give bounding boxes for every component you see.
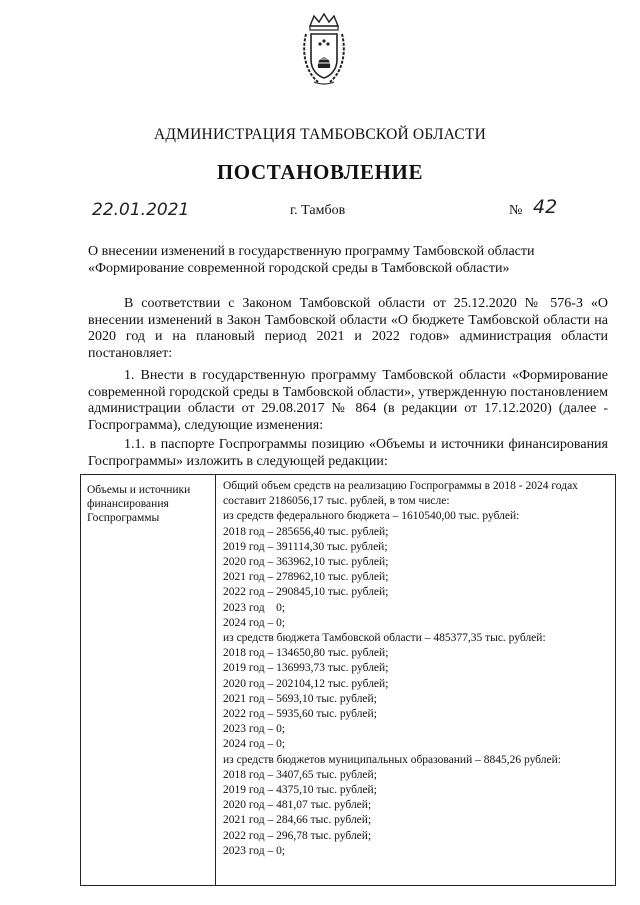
- table-line: 2018 год – 134650,80 тыс. рублей;: [223, 647, 389, 660]
- table-line: 2024 год – 0;: [223, 616, 286, 629]
- table-line: 2020 год – 481,07 тыс. рублей;: [223, 799, 372, 812]
- table-line: 2022 год – 5935,60 тыс. рублей;: [223, 708, 377, 721]
- table-line: 2019 год – 4375,10 тыс. рублей;: [223, 784, 377, 797]
- financing-table: [80, 474, 616, 886]
- table-line: 2018 год – 3407,65 тыс. рублей;: [223, 768, 377, 781]
- body-paragraph-preamble: В соответствии с Законом Тамбовской области от 25.12.2020 № 576-З «О внесении изменений в Закон Тамбовской области «О бюджете Тамбовской области на 2020 год и на плановый период 2021 и 2022 годов» администрация области постановляет:: [88, 296, 608, 361]
- document-date: 22.01.2021: [92, 200, 190, 220]
- table-line: 2022 год – 290845,10 тыс. рублей;: [223, 586, 389, 599]
- table-line: 2021 год – 5693,10 тыс. рублей;: [223, 692, 377, 705]
- table-line: 2022 год – 296,78 тыс. рублей;: [223, 829, 372, 842]
- table-line: 2024 год – 0;: [223, 738, 286, 751]
- table-line: из средств бюджетов муниципальных образований – 8845,26 рублей:: [223, 753, 561, 766]
- table-line: 2023 год – 0;: [223, 844, 286, 857]
- table-line: 2020 год – 202104,12 тыс. рублей;: [223, 677, 389, 690]
- organization-title: АДМИНИСТРАЦИЯ ТАМБОВСКОЙ ОБЛАСТИ: [154, 126, 486, 143]
- table-line: 2020 год – 363962,10 тыс. рублей;: [223, 556, 389, 569]
- subject-line: О внесении изменений в государственную программу Тамбовской области: [88, 244, 535, 259]
- body-paragraph-item-1: 1. Внести в государственную программу Тамбовской области «Формирование современной городской среды в Тамбовской области», утвержденную постановлением администрации области от 29.08.2017 № 864 (в редакции от 17.12.2020) (далее - Госпрограмма), следующие изменения:: [88, 368, 608, 433]
- table-line: Общий объем средств на реализацию Госпрограммы в 2018 - 2024 годах составит 2186056,17 тыс. рублей, в том числе:: [223, 480, 578, 508]
- document-number-label: №: [509, 203, 523, 218]
- body-paragraph-item-1-1: 1.1. в паспорте Госпрограммы позицию «Объемы и источники финансирования Госпрограммы» изложить в следующей редакции:: [88, 437, 608, 469]
- table-line: 2021 год – 278962,10 тыс. рублей;: [223, 571, 389, 584]
- document-city: г. Тамбов: [290, 203, 346, 218]
- table-line: 2018 год – 285656,40 тыс. рублей;: [223, 525, 389, 538]
- document-type-title: ПОСТАНОВЛЕНИЕ: [216, 160, 424, 184]
- table-line: 2021 год – 284,66 тыс. рублей;: [223, 814, 372, 827]
- table-left-label: Объемы и источники финансирования Госпрограммы: [87, 484, 191, 524]
- table-line: из средств федерального бюджета – 1610540,00 тыс. рублей:: [223, 510, 520, 523]
- table-line: 2023 год 0;: [223, 601, 286, 614]
- table-line: 2019 год – 136993,73 тыс. рублей;: [223, 662, 389, 675]
- table-line: 2019 год – 391114,30 тыс. рублей;: [223, 540, 388, 553]
- document-subject: [88, 243, 608, 277]
- table-column-divider: [215, 475, 216, 885]
- coat-of-arms-icon: [300, 12, 348, 88]
- subject-line: «Формирование современной городской среды в Тамбовской области»: [88, 261, 510, 276]
- table-line: из средств бюджета Тамбовской области – 485377,35 тыс. рублей:: [223, 632, 546, 645]
- table-line: 2023 год – 0;: [223, 723, 286, 736]
- document-number: 42: [533, 196, 558, 218]
- table-right-cell: [223, 479, 611, 859]
